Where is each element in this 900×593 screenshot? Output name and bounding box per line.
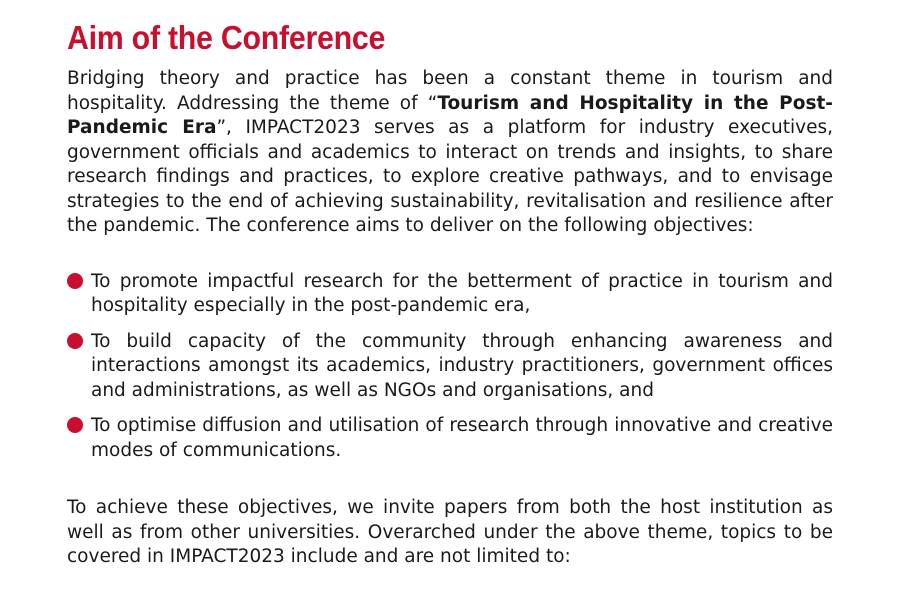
objectives-list [67,270,833,464]
intro-paragraph [67,67,833,239]
objective-text: To promote impactful research for the betterment of practice in tourism and hospitality especially in the post-pandemic era, [91,270,833,316]
objective-text: To optimise diffusion and utilisation of research through innovative and creative modes of communications. [91,415,833,461]
conference-theme: Tourism and Hospitality in the Post-Pandemic Era [67,92,833,138]
objective-item [67,414,833,463]
objective-text: To build capacity of the community through enhancing awareness and interactions amongst its academics, industry practitioners, government offices and administrations, as well as NGOs and organisations, and [91,330,833,401]
bullet-dot-icon [67,273,83,289]
bullet-dot-icon [67,417,83,433]
page-title: Aim of the Conference [67,19,386,56]
bullet-dot-icon [67,333,83,349]
intro-text-after: ”, IMPACT2023 serves as a platform for industry executives, government officials and academics to interact on trends and insights, to share research findings and practices, to explore creative pathways, and to envisage strategies to the end of achieving sustainability, revitalisation and resilience after the pandemic. The conference aims to deliver on the following objectives: [67,117,834,236]
objective-item [67,270,833,319]
objective-item [67,330,833,404]
closing-paragraph: To achieve these objectives, we invite papers from both the host institution as well as from other universities. Overarched under the above theme, topics to be covered in IMPACT2023 include and are not limited to: [67,497,833,567]
intro-text-before: Bridging theory and practice has been a constant theme in tourism and hospitality. Addressing the theme of “ [67,68,833,114]
document-page [67,14,833,570]
